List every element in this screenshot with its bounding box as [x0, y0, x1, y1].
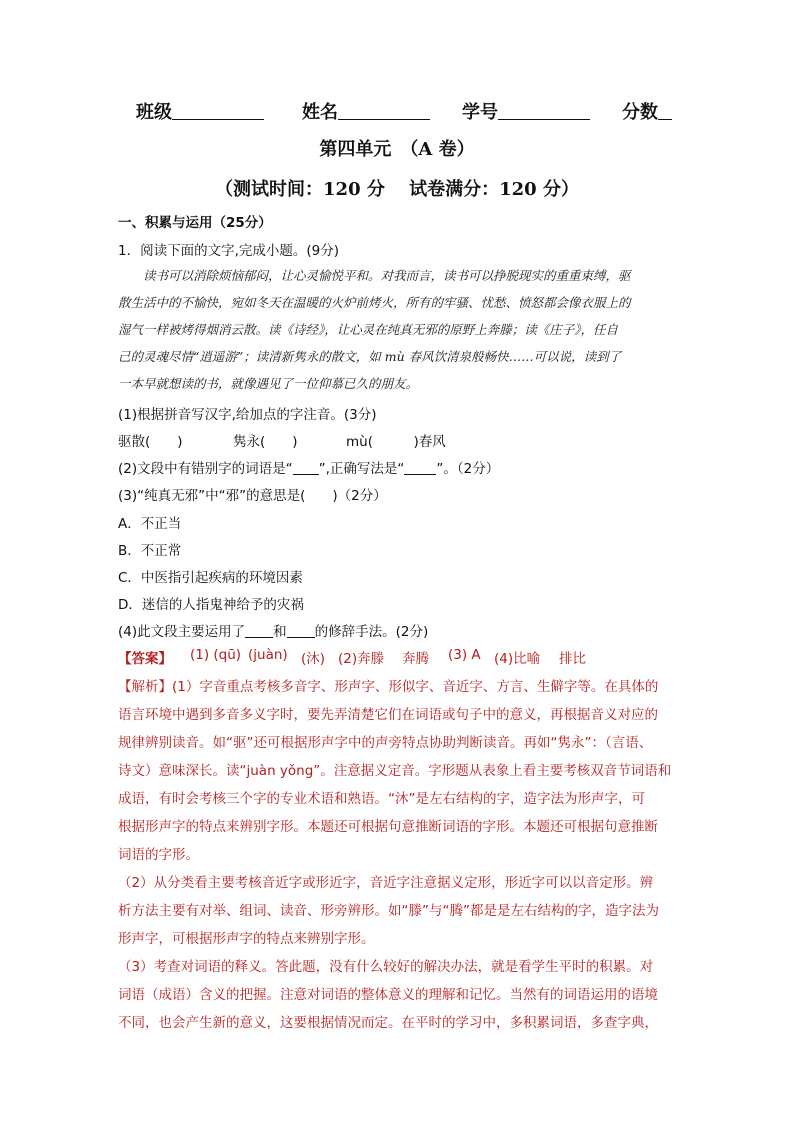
pinyin-item: 隽永( ) [233, 434, 298, 450]
answer-item: (沐) [301, 651, 326, 667]
analysis-line: 规律辨别读音。如“驱”还可根据形声字中的声旁特点协助判断读音。再如“隽永”：（言语、 [118, 735, 653, 751]
passage-line: 一本早就想读的书，就像遇见了一位仰慕已久的朋友。 [118, 376, 419, 391]
analysis-line: 析方法主要有对举、组词、读音、形旁辨形。如“滕”与“腾”都是是左右结构的字，造字法为 [118, 903, 659, 919]
analysis-line: 根据形声字的特点来辨别字形。本题还可根据句意推断词语的字形。本题还可根据句意推断 [118, 819, 658, 835]
analysis-line: 诗文）意味深长。读“juàn yǒng”。注意据义定音。字形题从表象上看主要考核双音节词语和 [118, 763, 672, 779]
name-field [302, 98, 430, 124]
name-blank[interactable] [338, 99, 430, 120]
score-label: 分数 [622, 102, 658, 123]
sub-question-4-text: (4)此文段主要运用了 [118, 624, 246, 640]
student-id-field [462, 98, 590, 124]
answer-item: 排比 [559, 651, 586, 667]
score-field [622, 98, 672, 124]
sub-question-2-text: (2)文段中有错别字的词语是“ [118, 461, 293, 477]
answer-item: (4)比喻 [494, 651, 541, 667]
sub-question-2 [118, 457, 499, 477]
name-label: 姓名 [302, 102, 338, 123]
passage-line: 湿气一样被烤得烟消云散。读《诗经》，让心灵在纯真无邪的原野上奔滕；读《庄子》，任自 [118, 322, 619, 337]
answer-blank[interactable] [404, 460, 436, 475]
answer-blank[interactable] [293, 460, 319, 475]
passage-line: 散生活中的不愉快，宛如冬天在温暖的火炉前烤火，所有的牢骚、忧愁、愤怒都会像衣服上的 [118, 295, 631, 310]
answer-item: (3) A [448, 647, 481, 663]
answer-item: 奔腾 [402, 651, 429, 667]
pinyin-item: mù( )春风 [346, 434, 446, 450]
class-blank[interactable] [172, 99, 264, 120]
analysis-line: （2）从分类看主要考核音近字或形近字，音近字注意据义定形，形近字可以以音定形。辨 [118, 875, 654, 891]
analysis-line: 语言环境中遇到多音多义字时，要先弄清楚它们在词语或句子中的意义，再根据音义对应的 [118, 707, 658, 723]
answer-item: (juàn) [248, 647, 288, 663]
answer-blank[interactable] [287, 623, 315, 638]
reading-passage [118, 262, 678, 397]
sub-question-4-text: 和 [273, 624, 287, 640]
answer-item: (1) (qū) [190, 647, 242, 663]
question-1-stem: 1．阅读下面的文字,完成小题。(9分) [118, 243, 340, 259]
sub-question-4 [118, 620, 428, 640]
class-field [136, 98, 264, 124]
analysis-line: 词语（成语）含义的把握。注意对词语的整体意义的理解和记忆。当然有的词语运用的语境 [118, 987, 658, 1003]
analysis-line: 【解析】(1）字音重点考核多音字、形声字、形似字、音近字、方言、生僻字等。在具体的 [118, 679, 659, 695]
option-a: A．不正当 [118, 516, 182, 532]
answer-blank[interactable] [245, 623, 273, 638]
student-id-label: 学号 [462, 102, 498, 123]
sub-question-4-text: 的修辞手法。(2分) [314, 624, 429, 640]
sub-question-3: (3)“纯真无邪”中“邪”的意思是( )（2分） [118, 488, 387, 504]
option-d: D．迷信的人指鬼神给予的灾祸 [118, 597, 304, 613]
analysis-line: 不同，也会产生新的意义，这要根据情况而定。在平时的学习中，多积累词语，多查字典， [118, 1015, 658, 1031]
analysis-line: （3）考查对词语的释义。答此题，没有什么较好的解决办法，就是看学生平时的积累。对 [118, 959, 654, 975]
unit-title: 第四单元 （A 卷） [319, 139, 475, 160]
student-info-row [0, 98, 794, 128]
option-c: C．中医指引起疾病的环境因素 [118, 570, 303, 586]
student-id-blank[interactable] [498, 99, 590, 120]
sub-question-2-text: ”。（2分） [436, 461, 500, 477]
sub-question-1: (1)根据拼音写汉字,给加点的字注音。(3分) [118, 407, 377, 423]
answer-item: (2)奔滕 [338, 651, 385, 667]
sub-question-2-text: ”,正确写法是“ [318, 461, 405, 477]
option-b: B．不正常 [118, 543, 182, 559]
passage-line: 读书可以消除烦恼郁闷，让心灵愉悦平和。对我而言，读书可以挣脱现实的重重束缚，驱 [118, 268, 631, 283]
exam-subtitle: （测试时间：120 分 试卷满分：120 分） [215, 179, 579, 200]
analysis-line: 词语的字形。 [118, 847, 199, 863]
answer-tag: 【答案】 [118, 651, 172, 667]
analysis-line: 形声字，可根据形声字的特点来辨别字形。 [118, 931, 375, 947]
analysis-line: 成语，有时会考核三个字的专业术语和熟语。“沐”是左右结构的字，造字法为形声字，可 [118, 791, 645, 807]
section-heading: 一、积累与运用（25分） [118, 215, 272, 231]
score-blank[interactable] [658, 99, 672, 120]
pinyin-item: 驱散( ) [118, 434, 183, 450]
analysis-block [118, 673, 682, 1037]
passage-line: 己的灵魂尽情“逍遥游”；读清新隽永的散文，如 mù 春风饮清泉般畅快……可以说，读到了 [118, 349, 622, 364]
class-label: 班级 [136, 102, 172, 123]
